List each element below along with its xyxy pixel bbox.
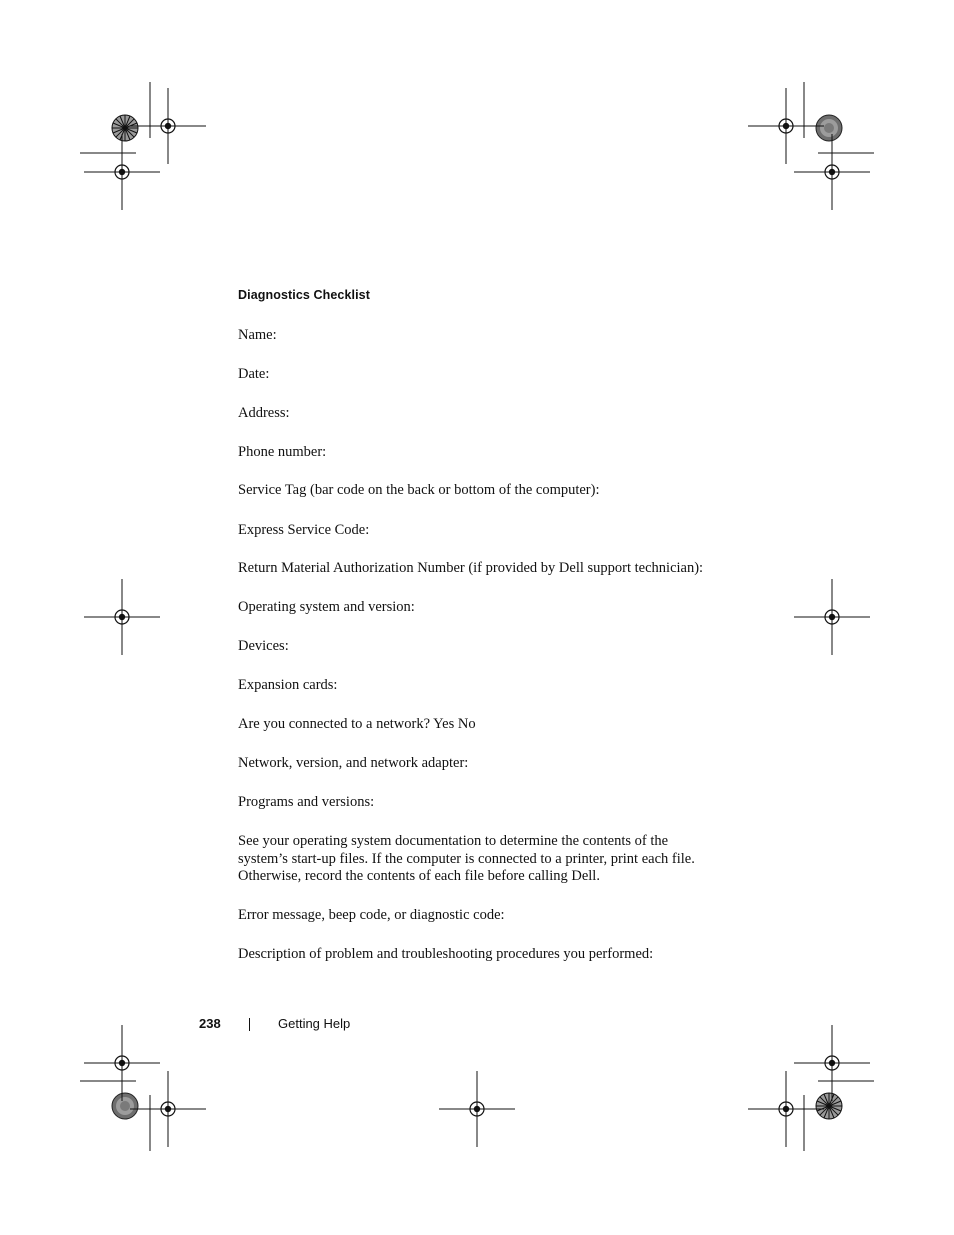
field-name: Name: bbox=[238, 327, 277, 343]
field-rma-number: Return Material Authorization Number (if provided by Dell support technician): bbox=[238, 560, 704, 576]
field-network-adapter: Network, version, and network adapter: bbox=[238, 755, 469, 771]
footer-section-title: Getting Help bbox=[278, 1016, 351, 1031]
field-phone-number: Phone number: bbox=[238, 444, 327, 460]
checklist-heading: Diagnostics Checklist bbox=[238, 288, 371, 302]
field-date: Date: bbox=[238, 366, 270, 382]
field-network-connected: Are you connected to a network? Yes No bbox=[238, 716, 476, 732]
field-service-tag: Service Tag (bar code on the back or bottom of the computer): bbox=[238, 482, 600, 498]
instruction-line: system’s start-up files. If the computer is connected to a printer, print each file. bbox=[238, 850, 695, 867]
field-error-message: Error message, beep code, or diagnostic code: bbox=[238, 907, 505, 923]
instruction-line: See your operating system documentation to determine the contents of the bbox=[238, 833, 669, 849]
field-expansion-cards: Expansion cards: bbox=[238, 677, 338, 693]
field-operating-system: Operating system and version: bbox=[238, 599, 415, 615]
field-problem-description: Description of problem and troubleshooting procedures you performed: bbox=[238, 946, 654, 962]
footer-divider bbox=[249, 1018, 250, 1031]
field-devices: Devices: bbox=[238, 638, 289, 654]
field-programs-versions: Programs and versions: bbox=[238, 794, 375, 810]
page-number: 238 bbox=[199, 1016, 221, 1031]
field-address: Address: bbox=[238, 405, 290, 421]
field-express-service-code: Express Service Code: bbox=[238, 522, 370, 538]
instruction-line: Otherwise, record the contents of each file before calling Dell. bbox=[238, 868, 600, 884]
startup-files-instructions bbox=[238, 833, 718, 886]
